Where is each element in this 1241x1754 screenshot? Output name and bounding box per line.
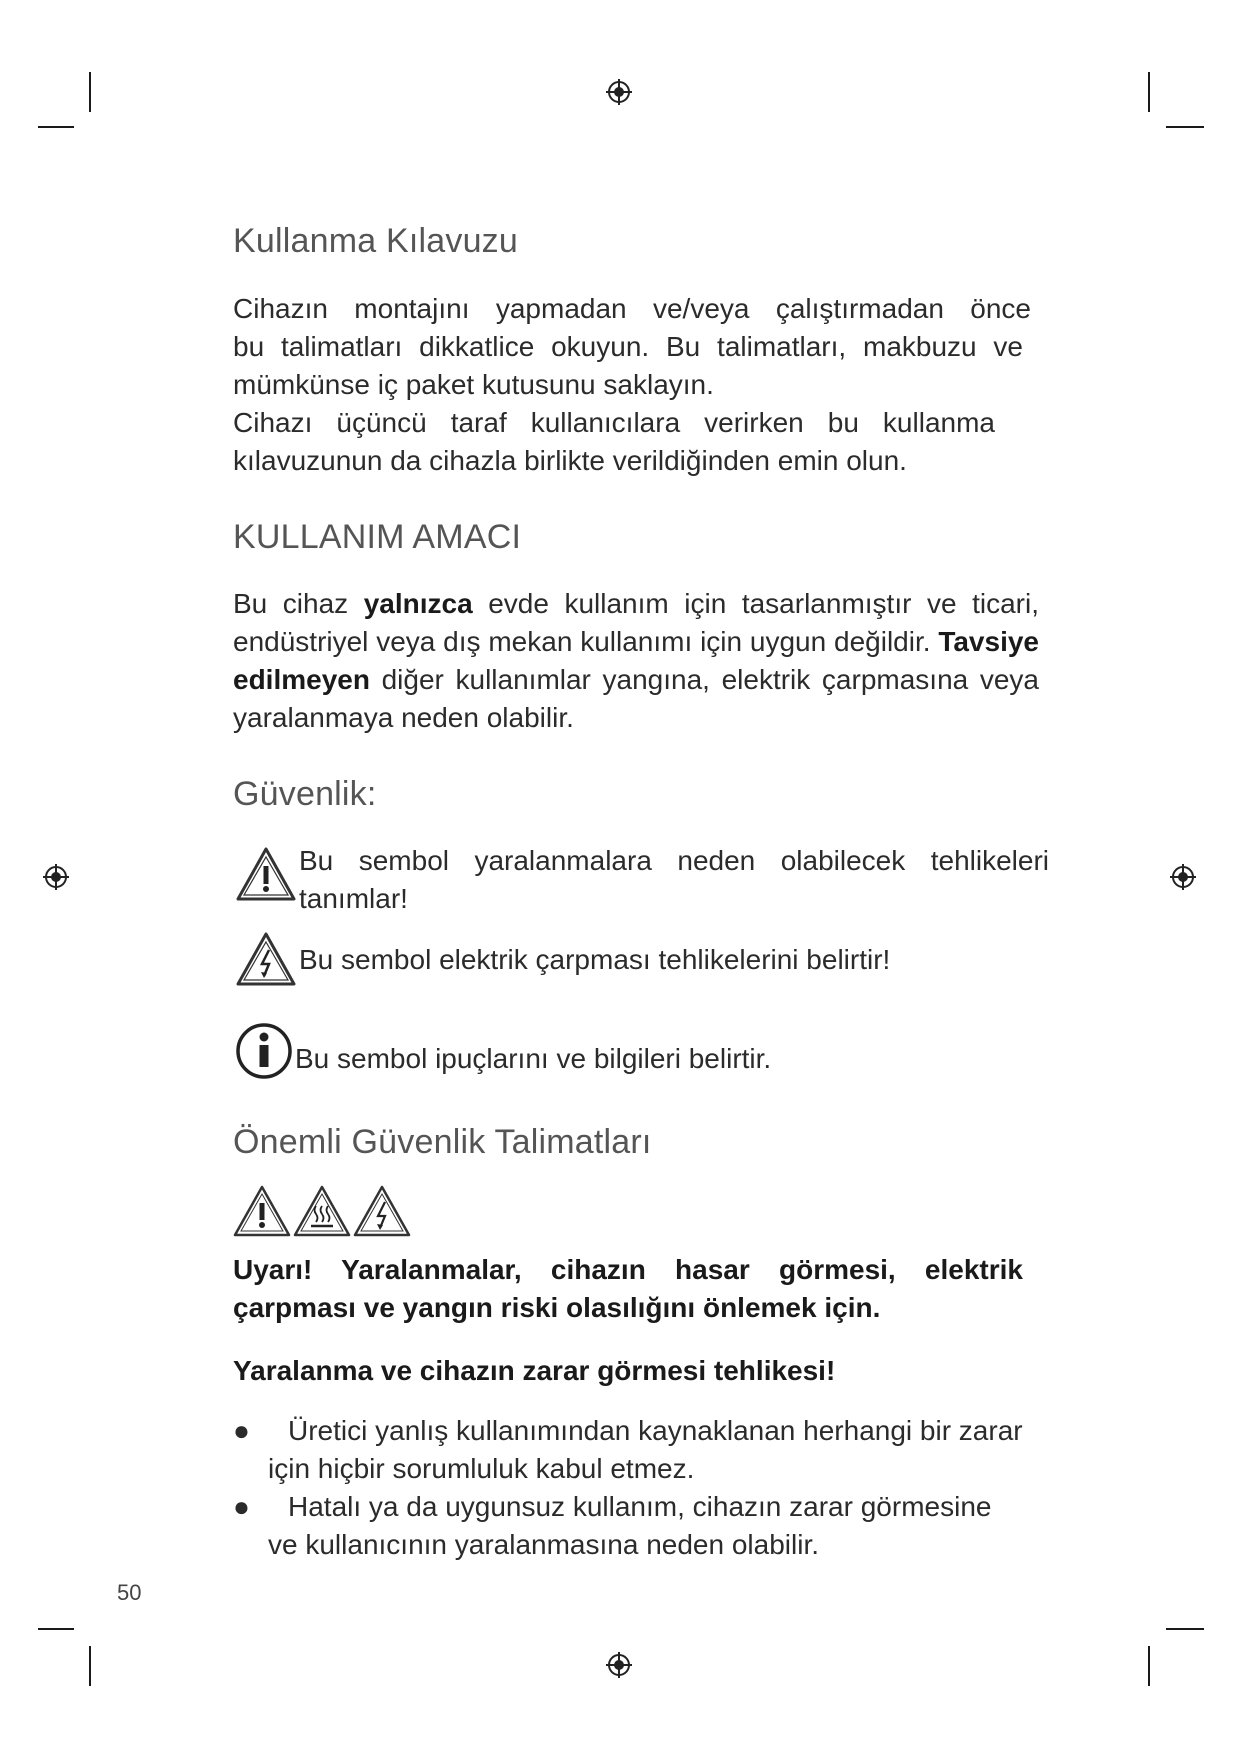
- electric-hazard-icon: [352, 1184, 412, 1238]
- crop-mark: [38, 126, 74, 128]
- crop-mark: [1166, 1628, 1204, 1630]
- warning-paragraph: Uyarı! Yaralanmalar, cihazın hasar görmesi, elektrik çarpması ve yangın riski olasılığını önlemek için.: [233, 1254, 1023, 1323]
- bullet-icon: ●: [233, 1491, 250, 1522]
- registration-mark-icon: [604, 77, 634, 107]
- purpose-text-1: Bu cihaz: [233, 588, 364, 619]
- crop-mark: [89, 72, 91, 112]
- section-heading-important: Önemli Güvenlik Talimatları: [233, 1123, 652, 1161]
- symbol-text-electric: Bu sembol elektrik çarpması tehlikelerini belirtir!: [299, 944, 891, 975]
- intro-paragraph: [233, 290, 1031, 480]
- crop-mark: [1166, 126, 1204, 128]
- info-icon: [235, 1022, 293, 1080]
- list-item-line-1: Üretici yanlış kullanımından kaynaklanan herhangi bir zarar: [288, 1415, 1023, 1446]
- warning-triangle-icon: [232, 1184, 292, 1238]
- list-item: [233, 1412, 1073, 1488]
- crop-mark: [1148, 1646, 1150, 1686]
- section-heading-safety: Güvenlik:: [233, 775, 377, 813]
- symbol-row-info: [235, 1022, 771, 1080]
- intro-line-2: Cihazı üçüncü taraf kullanıcılara verirken bu kullanma: [233, 407, 995, 438]
- symbol-text-info: Bu sembol ipuçlarını ve bilgileri belirtir.: [295, 1043, 772, 1074]
- registration-mark-icon: [41, 862, 71, 892]
- purpose-text-2: evde kullanım için tasarlanmıştır ve ticari, endüstriyel veya dış mekan kullanımı için uygun değildir.: [233, 588, 1039, 657]
- hazard-icons: [232, 1184, 412, 1238]
- page-number: 50: [117, 1580, 142, 1605]
- crop-mark: [38, 1628, 74, 1630]
- purpose-bold-1: yalnızca: [363, 588, 473, 619]
- intro-line-1: Cihazın montajını yapmadan ve/veya çalıştırmadan önce: [233, 293, 1031, 324]
- electric-hazard-icon: [235, 931, 297, 987]
- crop-mark: [1148, 72, 1150, 112]
- registration-mark-icon: [1168, 862, 1198, 892]
- registration-mark-icon: [604, 1650, 634, 1680]
- section-heading-purpose: KULLANIM AMACI: [233, 518, 522, 556]
- crop-mark: [89, 1646, 91, 1686]
- list-item: [233, 1488, 1073, 1564]
- list-item-line-2: için hiçbir sorumluluk kabul etmez.: [268, 1453, 695, 1484]
- symbol-row-warning: [235, 842, 1049, 918]
- intro-text-1: bu talimatları dikkatlice okuyun. Bu talimatları, makbuzu ve mümkünse iç paket kutusunu saklayın.: [233, 331, 1023, 400]
- hot-surface-icon: [292, 1184, 352, 1238]
- warning-triangle-icon: [235, 846, 297, 902]
- intro-text-2: kılavuzunun da cihazla birlikte verildiğinden emin olun.: [233, 445, 907, 476]
- list-item-line-2: ve kullanıcının yaralanmasına neden olabilir.: [268, 1529, 820, 1560]
- danger-heading: Yaralanma ve cihazın zarar görmesi tehlikesi!: [233, 1355, 836, 1386]
- symbol-row-electric: [235, 935, 890, 987]
- purpose-text-3: diğer kullanımlar yangına, elektrik çarpmasına veya yaralanmaya neden olabilir.: [233, 664, 1039, 733]
- page-title: Kullanma Kılavuzu: [233, 222, 518, 260]
- list-item-line-1: Hatalı ya da uygunsuz kullanım, cihazın zarar görmesine: [288, 1491, 992, 1522]
- purpose-paragraph: [233, 585, 1039, 737]
- symbol-text-warning: Bu sembol yaralanmalara neden olabilecek tehlikeleri tanımlar!: [299, 845, 1049, 914]
- purpose-bold-2: Tavsiye edilmeyen: [233, 626, 1039, 695]
- bullet-icon: ●: [233, 1415, 250, 1446]
